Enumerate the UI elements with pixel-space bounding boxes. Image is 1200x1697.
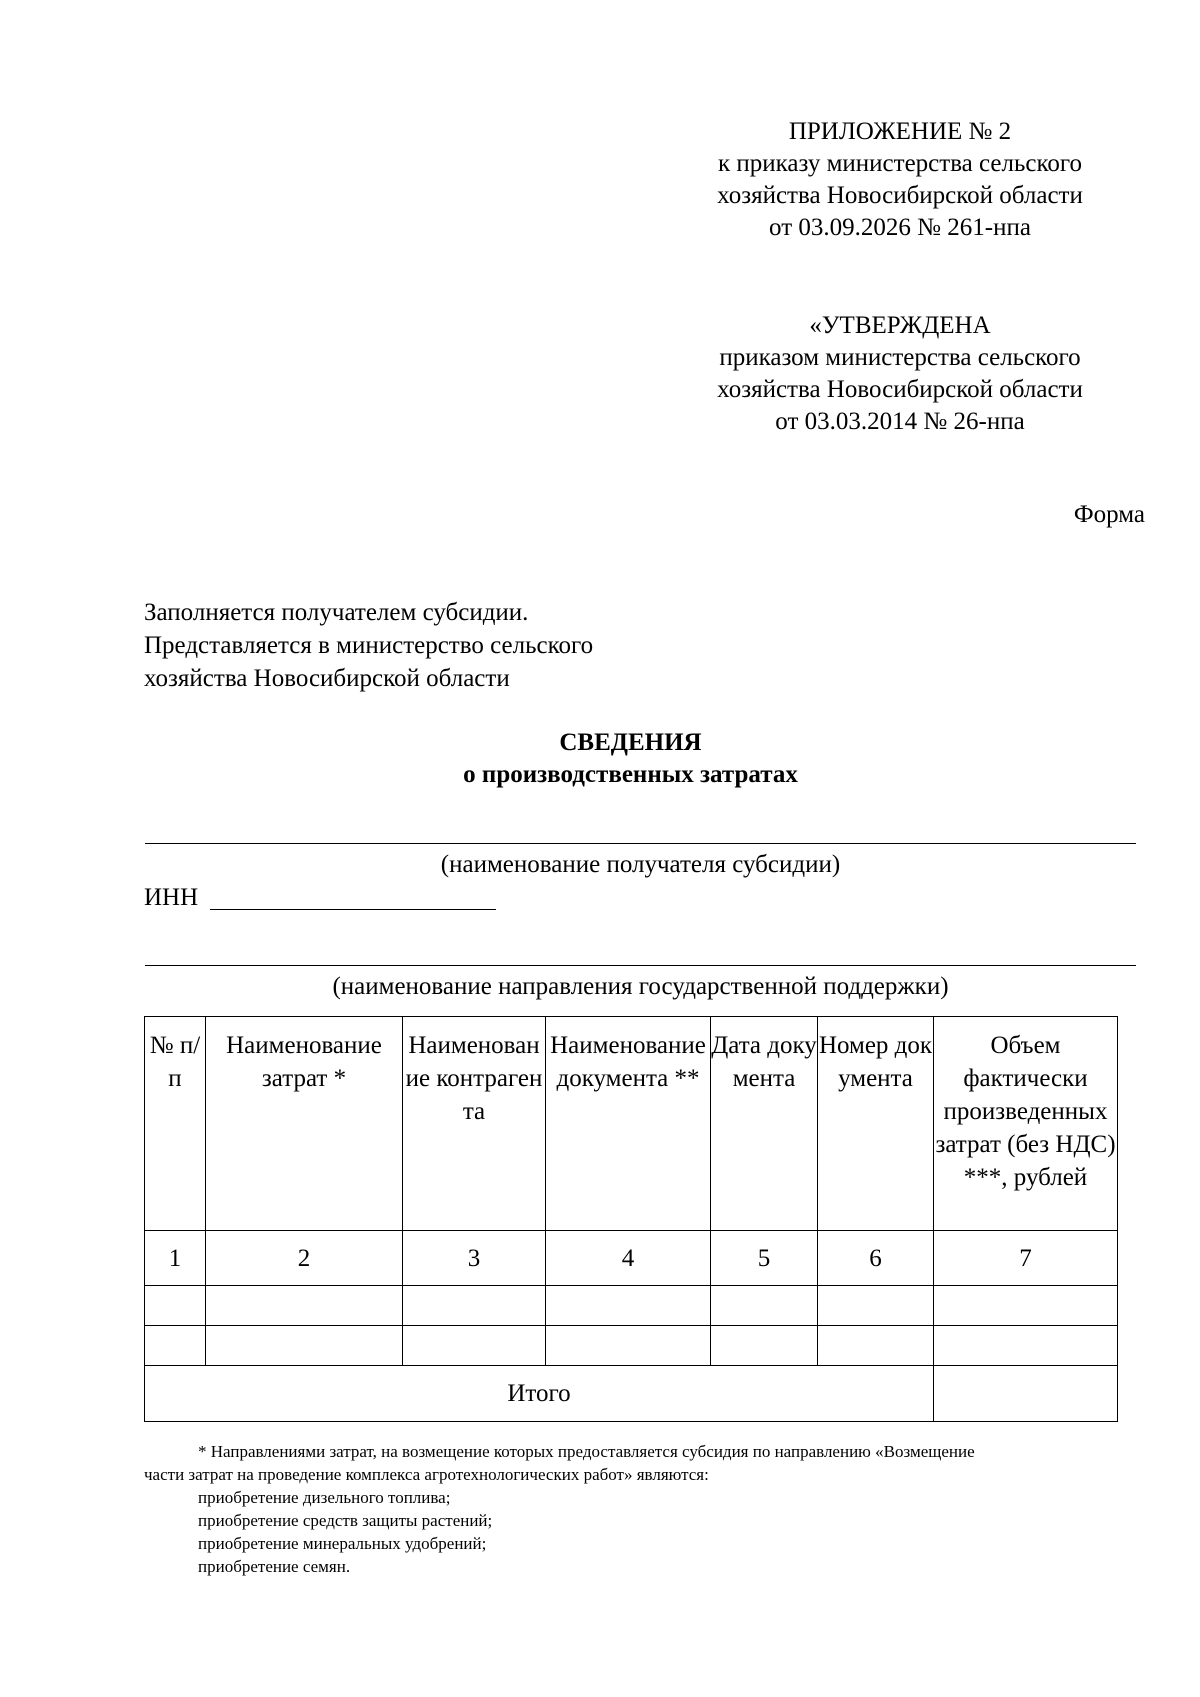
appendix-line: к приказу министерства сельского — [717, 150, 1082, 177]
costs-table — [144, 1016, 1118, 1422]
header-cell — [403, 1017, 546, 1231]
footnote-item: приобретение средств защиты растений; — [198, 1511, 493, 1530]
table-cell[interactable] — [145, 1326, 206, 1366]
header-cell-text: Номер документа — [818, 1032, 933, 1092]
table-cell[interactable] — [818, 1326, 934, 1366]
table-cell[interactable] — [546, 1326, 711, 1366]
inn-field-line[interactable] — [210, 909, 496, 910]
appendix-title: ПРИЛОЖЕНИЕ № 2 — [788, 118, 1012, 145]
table-row — [145, 1286, 1118, 1326]
appendix-block — [660, 116, 1140, 244]
header-cell-text: Дата документа — [711, 1032, 817, 1092]
fill-note-line: Заполняется получателем субсидии. — [144, 599, 529, 626]
support-caption: (наименование направления государственной поддержки) — [332, 973, 949, 1000]
approved-title: «УТВЕРЖДЕНА — [809, 312, 991, 339]
column-number-cell: 1 — [145, 1231, 206, 1286]
column-number-cell: 6 — [818, 1231, 934, 1286]
header-cell — [145, 1017, 206, 1231]
inn-label: ИНН — [144, 884, 199, 911]
column-number-cell: 3 — [403, 1231, 546, 1286]
footnote-line: части затрат на проведение комплекса агротехнологических работ» являются: — [144, 1465, 709, 1484]
support-direction-line[interactable] — [145, 965, 1136, 966]
header-cell-text: Наименование затрат * — [226, 1032, 382, 1092]
header-cell-text: № п/п — [149, 1032, 201, 1092]
approved-block — [660, 310, 1140, 438]
header-cell-text: Наименование контрагента — [405, 1032, 543, 1125]
fill-note-line: Представляется в министерство сельского — [144, 632, 594, 659]
recipient-name-line[interactable] — [145, 843, 1136, 844]
total-row — [145, 1366, 1118, 1422]
column-number-cell: 2 — [206, 1231, 403, 1286]
total-value-cell[interactable] — [934, 1366, 1118, 1422]
header-cell — [818, 1017, 934, 1231]
appendix-date: от 03.09.2026 № 261-нпа — [769, 214, 1031, 241]
table-cell[interactable] — [711, 1326, 818, 1366]
title-main: СВЕДЕНИЯ — [559, 729, 702, 756]
fill-note-line: хозяйства Новосибирской области — [144, 665, 510, 692]
fill-note — [144, 596, 593, 695]
table-cell[interactable] — [711, 1286, 818, 1326]
total-label: Итого — [145, 1366, 934, 1422]
header-cell-text: Объем фактически произведенных затрат (без НДС) ***, рублей — [935, 1032, 1116, 1191]
header-cell — [206, 1017, 403, 1231]
header-cell — [546, 1017, 711, 1231]
table-cell[interactable] — [206, 1286, 403, 1326]
table-header-row — [145, 1017, 1118, 1231]
footnote-line: * Направлениями затрат, на возмещение которых предоставляется субсидия по направлению «Возмещение — [198, 1442, 975, 1461]
form-label: Форма — [1073, 501, 1145, 528]
table-cell[interactable] — [818, 1286, 934, 1326]
column-number-cell: 5 — [711, 1231, 818, 1286]
column-number-row — [145, 1231, 1118, 1286]
table-cell[interactable] — [145, 1286, 206, 1326]
table-cell[interactable] — [403, 1326, 546, 1366]
header-cell — [711, 1017, 818, 1231]
table-cell[interactable] — [934, 1326, 1118, 1366]
footnote — [144, 1440, 1148, 1578]
footnote-item: приобретение семян. — [198, 1557, 351, 1576]
document-title — [144, 727, 1117, 791]
table-cell[interactable] — [934, 1286, 1118, 1326]
header-cell — [934, 1017, 1118, 1231]
approved-line: хозяйства Новосибирской области — [717, 376, 1083, 403]
table-cell[interactable] — [546, 1286, 711, 1326]
title-subtitle: о производственных затратах — [463, 761, 798, 788]
table-row — [145, 1326, 1118, 1366]
footnote-item: приобретение минеральных удобрений; — [198, 1534, 487, 1553]
column-number-cell: 7 — [934, 1231, 1118, 1286]
footnote-item: приобретение дизельного топлива; — [198, 1488, 451, 1507]
approved-date: от 03.03.2014 № 26-нпа — [775, 408, 1025, 435]
table-cell[interactable] — [403, 1286, 546, 1326]
approved-line: приказом министерства сельского — [719, 344, 1081, 371]
appendix-line: хозяйства Новосибирской области — [717, 182, 1083, 209]
recipient-caption: (наименование получателя субсидии) — [440, 851, 841, 878]
column-number-cell: 4 — [546, 1231, 711, 1286]
header-cell-text: Наименование документа ** — [550, 1032, 706, 1092]
table-cell[interactable] — [206, 1326, 403, 1366]
